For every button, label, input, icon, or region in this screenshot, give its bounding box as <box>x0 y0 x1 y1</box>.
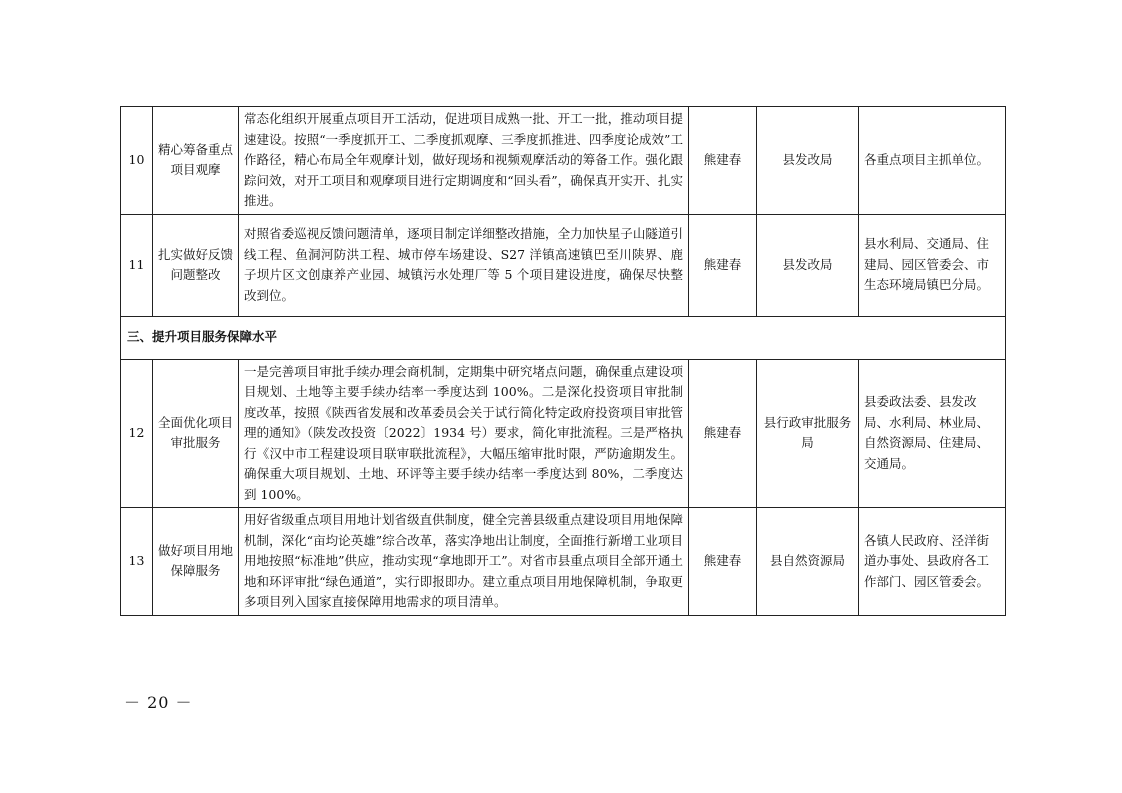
lead-department: 县行政审批服务局 <box>757 359 859 508</box>
row-number: 12 <box>121 359 153 508</box>
responsible-leader: 熊建春 <box>689 107 757 215</box>
task-name: 做好项目用地保障服务 <box>153 508 239 616</box>
lead-department: 县发改局 <box>757 214 859 316</box>
row-number: 11 <box>121 214 153 316</box>
cooperating-units: 各重点项目主抓单位。 <box>859 107 1006 215</box>
lead-department: 县自然资源局 <box>757 508 859 616</box>
lead-department: 县发改局 <box>757 107 859 215</box>
row-number: 13 <box>121 508 153 616</box>
task-name: 扎实做好反馈问题整改 <box>153 214 239 316</box>
page-number: － 20 － <box>124 693 193 712</box>
responsible-leader: 熊建春 <box>689 214 757 316</box>
table-row <box>121 107 1006 215</box>
task-name: 全面优化项目审批服务 <box>153 359 239 508</box>
table-row <box>121 359 1006 508</box>
cooperating-units: 县委政法委、县发改局、水利局、林业局、自然资源局、住建局、交通局。 <box>859 359 1006 508</box>
task-table <box>120 106 1006 616</box>
row-number: 10 <box>121 107 153 215</box>
responsible-leader: 熊建春 <box>689 359 757 508</box>
task-content: 用好省级重点项目用地计划省级直供制度，健全完善县级重点建设项目用地保障机制，深化“亩均论英雄”综合改革，落实净地出让制度，全面推行新增工业项目用地按照“标准地”供应，推动实现“拿地即开工”。对省市县重点项目全部开通土地和环评审批“绿色通道”，实行即报即办。建立重点项目用地保障机制，争取更多项目列入国家直接保障用地需求的项目清单。 <box>239 508 689 616</box>
table-row <box>121 214 1006 316</box>
task-name: 精心筹备重点项目观摩 <box>153 107 239 215</box>
cooperating-units: 县水利局、交通局、住建局、园区管委会、市生态环境局镇巴分局。 <box>859 214 1006 316</box>
cooperating-units: 各镇人民政府、泾洋街道办事处、县政府各工作部门、园区管委会。 <box>859 508 1006 616</box>
table-row <box>121 508 1006 616</box>
section-heading: 三、提升项目服务保障水平 <box>121 316 1006 359</box>
task-content: 对照省委巡视反馈问题清单，逐项目制定详细整改措施，全力加快星子山隧道引线工程、鱼洞河防洪工程、城市停车场建设、S27 洋镇高速镇巴至川陕界、鹿子坝片区文创康养产业园、城镇污水处理厂等 5 个项目建设进度，确保尽快整改到位。 <box>239 214 689 316</box>
section-row <box>121 316 1006 359</box>
task-content: 一是完善项目审批手续办理会商机制，定期集中研究堵点问题，确保重点建设项目规划、土地等主要手续办结率一季度达到 100%。二是深化投资项目审批制度改革，按照《陕西省发展和改革委员会关于试行简化特定政府投资项目审批管理的通知》（陕发改投资〔2022〕1934 号）要求，简化审批流程。三是严格执行《汉中市工程建设项目联审联批流程》，大幅压缩审批时限，严防逾期发生。确保重大项目规划、土地、环评等主要手续办结率一季度达到 80%，二季度达到 100%。 <box>239 359 689 508</box>
task-content: 常态化组织开展重点项目开工活动，促进项目成熟一批、开工一批，推动项目提速建设。按照“一季度抓开工、二季度抓观摩、三季度抓推进、四季度论成效”工作路径，精心布局全年观摩计划，做好现场和视频观摩活动的筹备工作。强化跟踪问效，对开工项目和观摩项目进行定期调度和“回头看”，确保真开实开、扎实推进。 <box>239 107 689 215</box>
responsible-leader: 熊建春 <box>689 508 757 616</box>
